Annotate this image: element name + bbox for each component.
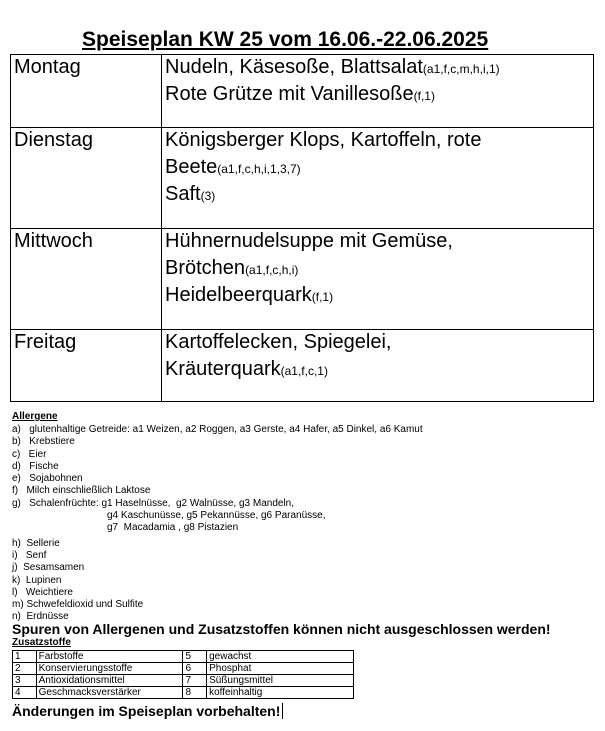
menu-row [11,128,594,229]
allergen-codes: (a1,f,c,h,i) [245,263,299,277]
allergen-item: b) Krebstiere [12,436,75,448]
dish-text: Kartoffelecken, Spiegelei, [165,331,392,353]
allergen-item: d) Fische [12,460,59,472]
dish-text: Hühnernudelsuppe mit Gemüse, [165,230,453,252]
dish-line [165,256,590,283]
allergen-codes: (a1,f,c,m,h,i,1) [422,62,500,76]
menu-dishes [162,229,594,330]
additive-number: 6 [183,663,207,675]
allergen-item: a) glutenhaltige Getreide: a1 Weizen, a2 Roggen, a3 Gerste, a4 Hafer, a5 Dinkel, a6 Kamut [12,424,423,435]
allergen-item: l) Weichtiere [12,586,73,598]
dish-line [165,330,590,357]
additive-number: 5 [183,651,207,663]
allergen-item: i) Senf [12,549,47,561]
allergen-codes: (f,1) [413,89,435,103]
menu-dishes [162,330,594,402]
dish-text: Heidelbeerquark [165,284,312,306]
menu-day: Mittwoch [11,229,162,330]
additives-heading: Zusatzstoffe [12,637,71,648]
menu-day: Dienstag [11,128,162,229]
allergen-item: c) Eier [12,448,47,460]
menu-row [11,55,594,128]
dish-text: Nudeln, Käsesoße, Blattsalat [165,56,423,78]
dish-line [165,357,590,384]
additive-name: Geschmacksverstärker [36,687,183,699]
additive-number: 1 [13,651,37,663]
additive-name: Süßungsmittel [207,675,354,687]
additive-number: 3 [13,675,37,687]
menu-day: Montag [11,55,162,128]
allergen-codes: (f,1) [311,290,334,304]
additive-row [13,663,354,675]
additive-number: 4 [13,687,37,699]
dish-line [165,128,590,155]
dish-text: Kräuterquark [165,358,281,380]
additive-name: koffeinhaltig [207,687,354,699]
dish-line [165,82,590,109]
allergen-item: j) Sesamsamen [12,562,85,574]
additive-number: 2 [13,663,37,675]
additive-number: 7 [183,675,207,687]
additive-name: Antioxidationsmittel [36,675,183,687]
additive-name: gewachst [207,651,354,663]
menu-row [11,330,594,402]
footer-text: Änderungen im Speiseplan vorbehalten! [12,703,281,719]
dish-text: Rote Grütze mit Vanillesoße [165,83,414,105]
page-title: Speiseplan KW 25 vom 16.06.-22.06.2025 [82,28,489,51]
dish-line [165,155,590,182]
allergen-item: e) Sojabohnen [12,473,83,485]
dish-text: Brötchen [165,257,246,279]
additive-number: 8 [183,687,207,699]
allergen-list [12,424,423,624]
allergen-item: h) Sellerie [12,537,60,549]
menu-row [11,229,594,330]
allergen-codes: (a1,f,c,1) [280,364,328,378]
dish-line [165,55,590,82]
additive-row [13,675,354,687]
dish-line [165,229,590,256]
additive-row [13,651,354,663]
additive-name: Phosphat [207,663,354,675]
allergen-codes: (a1,f,c,h,i,1,3,7) [217,162,301,176]
menu-dishes [162,128,594,229]
dish-text: Königsberger Klops, Kartoffeln, rote [165,129,482,151]
additive-name: Konservierungsstoffe [36,663,183,675]
menu-day: Freitag [11,330,162,402]
allergen-item: n) Erdnüsse [12,611,69,623]
dish-text: Saft [165,183,201,205]
menu-table [10,54,594,402]
allergen-codes: (3) [200,189,216,203]
text-cursor [282,703,283,719]
dish-line [165,283,590,310]
additive-row [13,687,354,699]
dish-line [165,182,590,209]
allergen-item: m) Schwefeldioxid und Sulfite [12,599,144,611]
allergen-item: g) Schalenfrüchte: g1 Haselnüsse, g2 Walnüsse, g3 Mandeln, [12,497,295,509]
allergen-item: k) Lupinen [12,574,62,586]
dish-text: Beete [165,156,218,178]
additive-name: Farbstoffe [36,651,183,663]
allergen-item: g4 Kaschunüsse, g5 Pekannüsse, g6 Paranüsse, [107,510,326,522]
allergen-warning: Spuren von Allergenen und Zusatzstoffen können nicht ausgeschlossen werden! [12,621,551,637]
allergen-item: g7 Macadamia , g8 Pistazien [107,522,239,534]
menu-dishes [162,55,594,128]
footer-note [12,703,283,720]
allergen-item: f) Milch einschließlich Laktose [12,485,151,497]
allergen-heading: Allergene [12,411,58,422]
additives-table [12,650,354,699]
